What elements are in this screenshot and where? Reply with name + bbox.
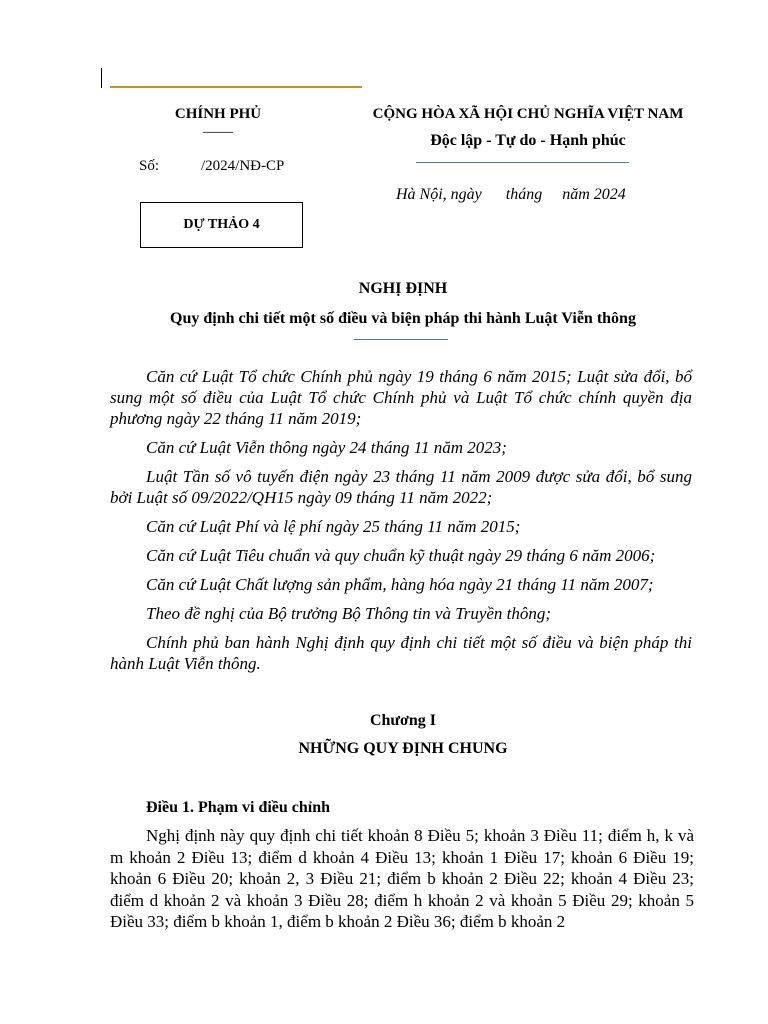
national-motto: Độc lập - Tự do - Hạnh phúc xyxy=(430,132,626,149)
preamble-paragraph: Căn cứ Luật Tiêu chuẩn và quy chuẩn kỹ thuật ngày 29 tháng 6 năm 2006; xyxy=(146,546,656,565)
preamble xyxy=(110,366,692,682)
document-number-label: Số: xyxy=(139,158,160,174)
preamble-paragraph: Luật Tần số vô tuyến điện ngày 23 tháng 11 năm 2009 được sửa đổi, bổ sung bởi Luật số 09/2022/QH15 ngày 09 tháng 11 năm 2022; xyxy=(110,467,692,507)
article-body: Nghị định này quy định chi tiết khoản 8 Điều 5; khoản 3 Điều 11; điểm h, k và m khoản 2 Điều 13; điểm d khoản 4 Điều 13; khoản 1 Điều 17; khoản 6 Điều 19; khoản 6 Điều 20; khoản 2, 3 Điều 21; điểm b khoản 2 Điều 22; khoản 4 Điều 23; điểm d khoản 2 và khoản 3 Điều 28; điểm h khoản 2 và khoản 5 Điều 29; khoản 5 Điều 33; điểm b khoản 1, điểm b khoản 2 Điều 36; điểm b khoản 2 xyxy=(110,826,694,932)
date-line: Hà Nội, ngày tháng năm 2024 xyxy=(396,186,626,203)
document-number: /2024/NĐ-CP xyxy=(201,158,285,174)
preamble-paragraph: Chính phủ ban hành Nghị định quy định chi tiết một số điều và biện pháp thi hành Luật Viễn thông. xyxy=(110,633,692,673)
header-rule xyxy=(110,86,362,88)
motto-underline xyxy=(416,162,629,163)
preamble-paragraph: Căn cứ Luật Viễn thông ngày 24 tháng 11 năm 2023; xyxy=(146,438,507,457)
issuing-authority-block xyxy=(150,106,286,139)
preamble-paragraph: Căn cứ Luật Tổ chức Chính phủ ngày 19 tháng 6 năm 2015; Luật sửa đổi, bổ sung một số điều của Luật Tổ chức Chính phủ và Luật Tổ chức chính quyền địa phương ngày 22 tháng 11 năm 2019; xyxy=(110,367,692,428)
chapter-title: NHỮNG QUY ĐỊNH CHUNG xyxy=(298,740,508,757)
national-header-block xyxy=(348,106,708,150)
authority-divider: —— xyxy=(203,124,233,140)
decree-subtitle: Quy định chi tiết một số điều và biện pháp thi hành Luật Viễn thông xyxy=(170,310,636,327)
text-cursor xyxy=(101,68,102,88)
draft-label-box xyxy=(140,202,303,248)
chapter-label: Chương I xyxy=(369,712,437,729)
draft-label: DỰ THẢO 4 xyxy=(183,217,260,232)
article-heading: Điều 1. Phạm vi điều chỉnh xyxy=(146,799,331,816)
issuing-authority: CHÍNH PHỦ xyxy=(174,106,262,122)
subtitle-underline xyxy=(354,339,448,340)
decree-title: NGHỊ ĐỊNH xyxy=(358,280,448,297)
preamble-paragraph: Căn cứ Luật Phí và lệ phí ngày 25 tháng 11 năm 2015; xyxy=(146,517,521,536)
nation-name: CỘNG HÒA XÃ HỘI CHỦ NGHĨA VIỆT NAM xyxy=(372,106,684,122)
preamble-paragraph: Căn cứ Luật Chất lượng sản phẩm, hàng hóa ngày 21 tháng 11 năm 2007; xyxy=(146,575,654,594)
preamble-paragraph: Theo đề nghị của Bộ trưởng Bộ Thông tin và Truyền thông; xyxy=(146,604,552,623)
